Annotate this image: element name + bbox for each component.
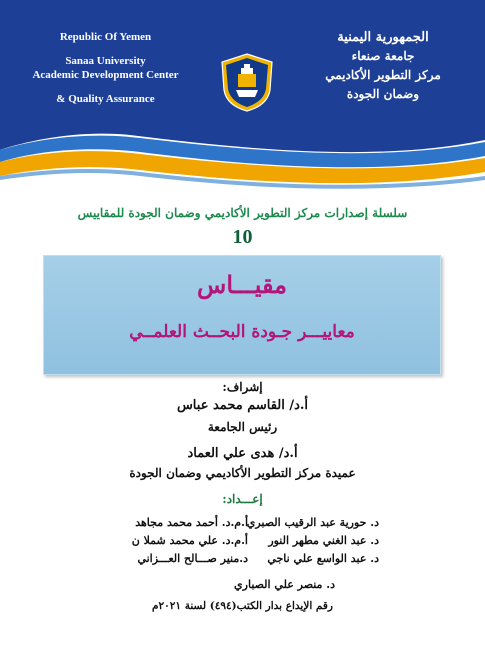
supervisor-1-name: أ.د/ القاسم محمد عباس bbox=[176, 398, 309, 413]
series-title: سلسلة إصدارات مركز التطوير الأكاديمي وضمان الجودة للمقاييس bbox=[77, 206, 408, 220]
english-institution-block bbox=[18, 30, 193, 106]
deposit-number: رقم الإيداع بدار الكتب(٤٩٤) لسنة ٢٠٢١م bbox=[151, 600, 333, 612]
preparer-name: أ.م.د. أحمد محمد مجاهد bbox=[135, 516, 248, 529]
subtitle: معاييـــر جـودة البحــث العلمــي bbox=[129, 322, 355, 342]
arabic-quality: وضمان الجودة bbox=[346, 87, 420, 101]
arabic-country: الجمهورية اليمنية bbox=[337, 30, 429, 45]
preparer-name: د. حورية عبد الرقيب الصبري bbox=[246, 516, 379, 529]
arabic-university: جامعة صنعاء bbox=[351, 49, 415, 63]
english-quality: & Quality Assurance bbox=[56, 93, 155, 105]
english-university: Sanaa University bbox=[65, 55, 146, 67]
preparer-name: أ.م.د. علي محمد شملا ن bbox=[131, 534, 248, 547]
supervision-label: إشراف: bbox=[222, 380, 263, 394]
preparer-name: د. عبد الواسع علي ناجي bbox=[267, 552, 379, 565]
english-country: Republic Of Yemen bbox=[59, 31, 152, 43]
arabic-institution-block bbox=[303, 28, 463, 104]
supervisor-1-role: رئيس الجامعة bbox=[207, 420, 278, 434]
preparer-name: د. عبد الغني مطهر النور bbox=[268, 534, 379, 547]
title-box bbox=[43, 255, 441, 375]
main-title: مقيـــاس bbox=[197, 270, 287, 299]
university-logo bbox=[218, 52, 276, 112]
header-band bbox=[0, 0, 485, 190]
preparer-name: د.منير صـــالح العـــزاني bbox=[137, 552, 248, 565]
preparers-left-column bbox=[88, 514, 248, 568]
series-number: 10 bbox=[232, 226, 253, 248]
arabic-center: مركز التطوير الأكاديمي bbox=[325, 68, 441, 82]
preparer-name-last: د. منصر علي الصباري bbox=[234, 578, 335, 591]
supervisor-2-name: أ.د/ هدى علي العماد bbox=[187, 446, 298, 461]
supervisor-2-role: عميدة مركز التطوير الأكاديمي وضمان الجودة bbox=[129, 466, 356, 480]
university-seal-icon bbox=[218, 52, 276, 112]
preparation-label: إعـــداد: bbox=[222, 492, 263, 506]
english-center: Academic Development Center bbox=[32, 69, 179, 81]
